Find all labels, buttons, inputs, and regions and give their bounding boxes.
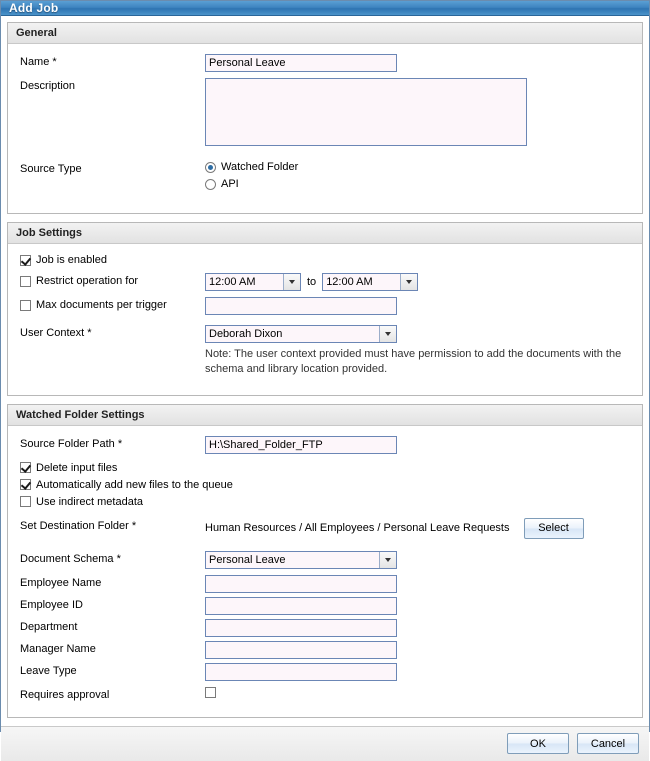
employee-id-label: Employee ID	[20, 598, 83, 611]
source-type-label: Source Type	[20, 163, 82, 175]
destination-folder-path: Human Resources / All Employees / Personal Leave Requests	[205, 522, 510, 535]
time-to-select[interactable]	[322, 273, 418, 291]
general-section-body	[8, 44, 642, 213]
description-textarea[interactable]	[205, 78, 527, 146]
source-folder-row	[20, 436, 630, 454]
destination-folder-row	[20, 518, 630, 539]
description-label: Description	[20, 80, 76, 92]
cancel-button[interactable]: Cancel	[577, 733, 639, 754]
max-documents-option[interactable]	[20, 299, 205, 311]
user-context-value: Deborah Dixon	[209, 328, 283, 340]
auto-add-files-option[interactable]	[20, 479, 630, 491]
document-schema-row	[20, 551, 630, 569]
source-folder-input[interactable]	[205, 436, 397, 454]
restrict-operation-option[interactable]	[20, 275, 205, 287]
document-schema-value: Personal Leave	[209, 553, 286, 566]
description-row	[20, 78, 630, 149]
source-folder-label: Source Folder Path *	[20, 437, 123, 450]
department-input[interactable]	[205, 619, 397, 637]
source-type-option-watched-folder[interactable]	[205, 161, 630, 173]
manager-name-input[interactable]	[205, 641, 397, 659]
general-section-header: General	[8, 23, 642, 44]
employee-name-input[interactable]	[205, 575, 397, 593]
employee-name-label: Employee Name	[20, 576, 102, 589]
restrict-operation-label: Restrict operation for	[36, 275, 139, 287]
indirect-metadata-label: Use indirect metadata	[36, 495, 143, 508]
radio-icon-api[interactable]	[205, 179, 216, 190]
checkbox-icon-max-documents[interactable]	[20, 300, 31, 311]
ok-button[interactable]: OK	[507, 733, 569, 754]
job-settings-section	[7, 222, 643, 396]
user-context-label: User Context *	[20, 327, 92, 339]
user-context-select[interactable]	[205, 325, 397, 343]
watched-folder-section	[7, 404, 643, 718]
employee-id-row	[20, 597, 630, 615]
requires-approval-label: Requires approval	[20, 688, 110, 701]
job-settings-section-header: Job Settings	[8, 223, 642, 244]
select-destination-button[interactable]: Select	[524, 518, 584, 539]
watched-folder-section-body	[8, 426, 642, 717]
destination-folder-label: Set Destination Folder *	[20, 519, 137, 532]
employee-name-row	[20, 575, 630, 593]
time-range-to-label: to	[307, 276, 317, 288]
delete-input-files-label: Delete input files	[36, 461, 118, 474]
checkbox-icon-indirect-metadata[interactable]	[20, 496, 31, 507]
time-to-value: 12:00 AM	[326, 276, 373, 288]
leave-type-label: Leave Type	[20, 664, 77, 677]
dialog-title: Add Job	[9, 1, 59, 15]
department-row	[20, 619, 630, 637]
employee-id-input[interactable]	[205, 597, 397, 615]
manager-name-label: Manager Name	[20, 642, 96, 655]
job-enabled-label: Job is enabled	[36, 254, 107, 266]
source-type-row	[20, 161, 630, 195]
indirect-metadata-option[interactable]	[20, 496, 630, 508]
document-schema-label: Document Schema *	[20, 552, 121, 565]
checkbox-icon-delete-input-files[interactable]	[20, 462, 31, 473]
time-from-value: 12:00 AM	[209, 276, 256, 288]
radio-icon-watched-folder[interactable]	[205, 162, 216, 173]
leave-type-row	[20, 663, 630, 681]
job-settings-section-body	[8, 244, 642, 395]
auto-add-files-label: Automatically add new files to the queue	[36, 478, 233, 491]
source-type-option-api[interactable]	[205, 178, 630, 190]
time-from-select[interactable]	[205, 273, 301, 291]
document-schema-select[interactable]	[205, 551, 397, 569]
time-range-row	[205, 273, 630, 291]
chevron-down-icon-time-to[interactable]	[400, 274, 417, 290]
watched-folder-section-header: Watched Folder Settings	[8, 405, 642, 426]
checkbox-icon-restrict-operation[interactable]	[20, 276, 31, 287]
name-row	[20, 54, 630, 72]
checkbox-icon-job-enabled[interactable]	[20, 255, 31, 266]
leave-type-input[interactable]	[205, 663, 397, 681]
requires-approval-row	[20, 687, 630, 701]
user-context-row	[20, 325, 630, 377]
name-input[interactable]	[205, 54, 397, 72]
chevron-down-icon-document-schema[interactable]	[379, 552, 396, 568]
max-documents-label: Max documents per trigger	[36, 299, 167, 311]
checkbox-icon-auto-add-files[interactable]	[20, 479, 31, 490]
chevron-down-icon-user-context[interactable]	[379, 326, 396, 342]
schema-fields	[20, 575, 630, 701]
department-label: Department	[20, 620, 78, 633]
manager-name-row	[20, 641, 630, 659]
chevron-down-icon-time-from[interactable]	[283, 274, 300, 290]
source-type-option-watched-folder-label: Watched Folder	[221, 161, 299, 173]
dialog-titlebar	[1, 1, 649, 16]
user-context-note: Note: The user context provided must have permission to add the documents with the schema and library location provided.	[205, 348, 622, 375]
max-documents-row	[20, 297, 630, 315]
max-documents-input[interactable]	[205, 297, 397, 315]
name-label: Name *	[20, 56, 57, 68]
job-enabled-option[interactable]	[20, 254, 630, 266]
delete-input-files-option[interactable]	[20, 462, 630, 474]
dialog-footer	[1, 726, 649, 761]
source-type-option-api-label: API	[221, 178, 239, 190]
dialog-content	[1, 16, 649, 726]
watched-folder-options	[20, 462, 630, 508]
general-section	[7, 22, 643, 214]
restrict-operation-row	[20, 273, 630, 291]
checkbox-icon-requires-approval[interactable]	[205, 687, 216, 698]
